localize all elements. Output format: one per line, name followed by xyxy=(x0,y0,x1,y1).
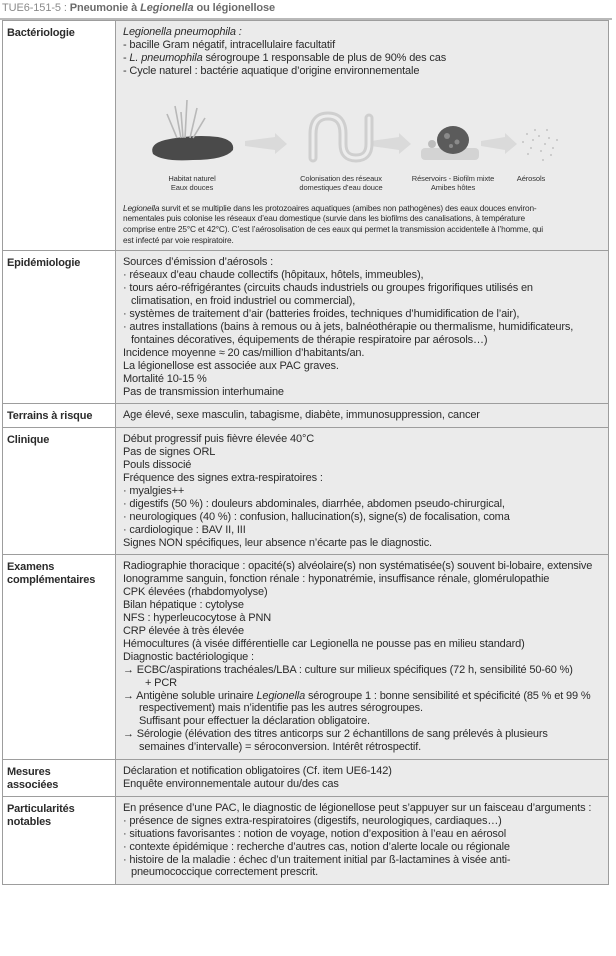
list-item: · cardiologique : BAV II, III xyxy=(123,523,246,536)
caption-line: Habitat naturel xyxy=(168,173,216,183)
arrow-icon xyxy=(371,133,411,154)
summary-table xyxy=(2,20,609,885)
text-line: NFS : hyperleucocytose à PNN xyxy=(123,612,272,625)
item-text: sérogroupe 1 responsable de plus de 90% des cas xyxy=(202,51,447,64)
row-content xyxy=(116,251,609,404)
list-item: · digestifs (50 %) : douleurs abdominales, diarrhée, abdomen pseudo-chirurgical, xyxy=(123,497,505,510)
list-item: - bacille Gram négatif, intracellulaire facultatif xyxy=(123,38,335,51)
label-line: complémentaires xyxy=(7,574,96,587)
text-line: Bilan hépatique : cytolyse xyxy=(123,599,244,612)
text-line: Radiographie thoracique : opacité(s) alvéolaire(s) non systématisée(s) souvent bi-lobaire, extensive xyxy=(123,560,593,573)
row-label: Epidémiologie xyxy=(3,251,116,404)
row-clinique xyxy=(3,428,609,555)
text-line: Hémocultures (à visée différentielle car Legionella ne pousse pas en milieu standard) xyxy=(123,637,525,650)
text-line: Déclaration et notification obligatoires (Cf. item UE6-142) xyxy=(123,765,392,778)
caption-line: Colonisation des réseaux xyxy=(300,173,382,183)
genus-name: Legionella xyxy=(256,689,306,702)
label-line: notables xyxy=(7,815,52,828)
caption-line: domestiques d’eau douce xyxy=(299,182,383,192)
bacteria-cluster-icon xyxy=(428,140,436,148)
text-line: Fréquence des signes extra-respiratoires : xyxy=(123,472,323,485)
row-examens xyxy=(3,555,609,760)
row-mesures xyxy=(3,760,609,797)
item-code: TUE6-151-5 xyxy=(2,2,61,14)
vesicle-icon xyxy=(449,144,453,148)
text-line: Pas de signes ORL xyxy=(123,446,216,459)
list-item-continued: semaines d’intervalle) = séroconversion. Intérêt rétrospectif. xyxy=(139,741,422,754)
row-label: Clinique xyxy=(3,428,116,555)
mud-icon xyxy=(152,136,233,160)
list-item-continued: climatisation, en froid industriel ou commercial), xyxy=(131,295,356,308)
list-item: · présence de signes extra-respiratoires (digestifs, neurologiques, cardiaques…) xyxy=(123,814,502,827)
vesicle-icon xyxy=(455,139,460,144)
list-item-continued: + PCR xyxy=(145,676,177,689)
list-item-continued: fontaines décoratives, équipements de thérapie respiratoire par aérosols…) xyxy=(131,333,488,346)
list-item: · réseaux d’eau chaude collectifs (hôpitaux, hôtels, immeubles), xyxy=(123,269,424,282)
list-item: · situations favorisantes : notion de voyage, notion d’exposition à l’eau en aérosol xyxy=(123,827,507,840)
text-line: Début progressif puis fièvre élevée 40°C xyxy=(123,433,315,446)
aerosol-icon xyxy=(522,129,558,161)
caption-reservoirs xyxy=(409,174,497,192)
row-label: Terrains à risque xyxy=(3,404,116,428)
text-line: Ionogramme sanguin, fonction rénale : hyponatrémie, insuffisance rénale, glomérulopathie xyxy=(123,573,550,586)
list-item: → Sérologie (élévation des titres anticorps sur 2 échantillons de sang prélevés à plusieurs xyxy=(123,728,548,741)
list-item-continued: respectivement) mais n’identifie pas les autres sérogroupes. xyxy=(139,702,423,715)
title-separator: : xyxy=(60,2,70,14)
title-part-a: Pneumonie à xyxy=(69,2,141,14)
page-title xyxy=(2,2,275,14)
caption-line: Eaux douces xyxy=(170,182,214,192)
text-line: Sources d’émission d’aérosols : xyxy=(123,256,274,269)
row-terrains xyxy=(3,404,609,428)
row-label xyxy=(3,555,116,760)
text-line: Diagnostic bactériologique : xyxy=(123,650,254,663)
label-line: Particularités xyxy=(7,802,75,815)
item-text: sérogroupe 1 : bonne sensibilité et spécificité (85 % et 99 % xyxy=(305,689,591,702)
list-item: · autres installations (bains à remous ou à jets, balnéothérapie ou thermalisme, humidificateurs, xyxy=(123,320,574,333)
species-abbrev: L. pneumophila xyxy=(129,51,203,64)
row-bacteriologie xyxy=(3,21,609,251)
row-content xyxy=(116,428,609,555)
text-line: CRP élevée à très élevée xyxy=(123,625,244,637)
list-item xyxy=(123,52,604,65)
list-item: · systèmes de traitement d’air (batteries froides, techniques d’humidification de l’air), xyxy=(123,308,520,321)
row-particularites xyxy=(3,796,609,884)
grass-icon xyxy=(167,100,205,138)
list-item: · myalgies++ xyxy=(123,484,185,497)
row-content xyxy=(116,555,609,760)
list-item: · neurologiques (40 %) : confusion, hallucination(s), signe(s) de focalisation, coma xyxy=(123,510,510,523)
species-name: Legionella pneumophila : xyxy=(123,26,242,38)
arrow-icon xyxy=(245,133,287,154)
list-item: · histoire de la maladie : échec d’un traitement initial par ß-lactamines à visée anti- xyxy=(123,853,511,866)
note-line: est infecté par voie respiratoire. xyxy=(123,234,234,245)
arrow-icon xyxy=(481,133,517,154)
row-label xyxy=(3,760,116,797)
list-item: · tours aéro-réfrigérantes (circuits chauds industriels ou groupes frigorifiques utilisés en xyxy=(123,282,533,295)
caption-habitat xyxy=(151,174,233,192)
label-line: associées xyxy=(7,778,59,791)
list-item: → ECBC/aspirations trachéales/LBA : culture sur milieux spécifiques (72 h, sensibilité 50-60 %) xyxy=(123,663,573,676)
row-content xyxy=(116,404,609,428)
text-line: Pouls dissocié xyxy=(123,459,192,472)
note-genus: Legionella xyxy=(123,202,160,213)
text-line: La légionellose est associée aux PAC graves. xyxy=(123,359,339,372)
item-prefix: - xyxy=(123,51,130,64)
text-line: CPK élevées (rhabdomyolyse) xyxy=(123,586,268,599)
text-line: Pas de transmission interhumaine xyxy=(123,385,284,398)
row-content xyxy=(116,796,609,884)
cycle-note xyxy=(123,203,604,246)
text-line: En présence d’une PAC, le diagnostic de légionellose peut s’appuyer sur un faisceau d’arguments : xyxy=(123,801,592,814)
list-item-continued: pneumococcique correctement prescrit. xyxy=(131,866,319,879)
label-line: Mesures xyxy=(7,766,51,779)
note-line: nementales puis colonise les réseaux d’eau domestique (survie dans les biofilms des canalisations, à température xyxy=(123,213,525,224)
row-label xyxy=(3,796,116,884)
item-prefix: → Antigène soluble urinaire xyxy=(123,689,257,702)
title-italic: Legionella xyxy=(140,2,194,14)
caption-aerosols: Aérosols xyxy=(516,173,546,183)
note-line: comprise entre 25°C et 42°C). C’est l’aérosolisation de ces eaux qui permet la transmission accidentelle à l’homme, qui xyxy=(123,224,543,235)
caption-line: Réservoirs - Biofilm mixte xyxy=(411,173,495,183)
title-text xyxy=(70,2,275,14)
caption-colonisation xyxy=(291,174,391,192)
note-line: survit et se multiplie dans les protozoaires aquatiques (amibes non pathogènes) des eaux douces environ- xyxy=(159,202,537,213)
text-line: Enquête environnementale autour du/des cas xyxy=(123,777,339,790)
row-content xyxy=(116,21,609,251)
title-part-b: ou légionellose xyxy=(193,2,276,14)
text-line: Age élevé, sexe masculin, tabagisme, diabète, immunosuppression, cancer xyxy=(123,409,480,422)
text-line: Signes NON spécifiques, leur absence n’écarte pas le diagnostic. xyxy=(123,536,432,549)
amoeba-icon xyxy=(437,126,469,154)
list-item: - Cycle naturel : bactérie aquatique d’origine environnementale xyxy=(123,64,420,77)
legionella-cycle-figure xyxy=(123,78,604,203)
row-label: Bactériologie xyxy=(3,21,116,251)
label-line: Examens xyxy=(7,561,55,574)
list-item: · contexte épidémique : recherche d’autres cas, notion d’alerte locale ou régionale xyxy=(123,840,510,853)
text-line: Mortalité 10-15 % xyxy=(123,372,207,385)
vesicle-icon xyxy=(444,133,450,139)
row-epidemiologie xyxy=(3,251,609,404)
text-line: Incidence moyenne ≈ 20 cas/million d’habitants/an. xyxy=(123,346,365,359)
caption-line: Amibes hôtes xyxy=(430,182,476,192)
row-content xyxy=(116,760,609,797)
list-item-continued: Suffisant pour effectuer la déclaration obligatoire. xyxy=(139,715,370,728)
list-item xyxy=(123,690,604,703)
